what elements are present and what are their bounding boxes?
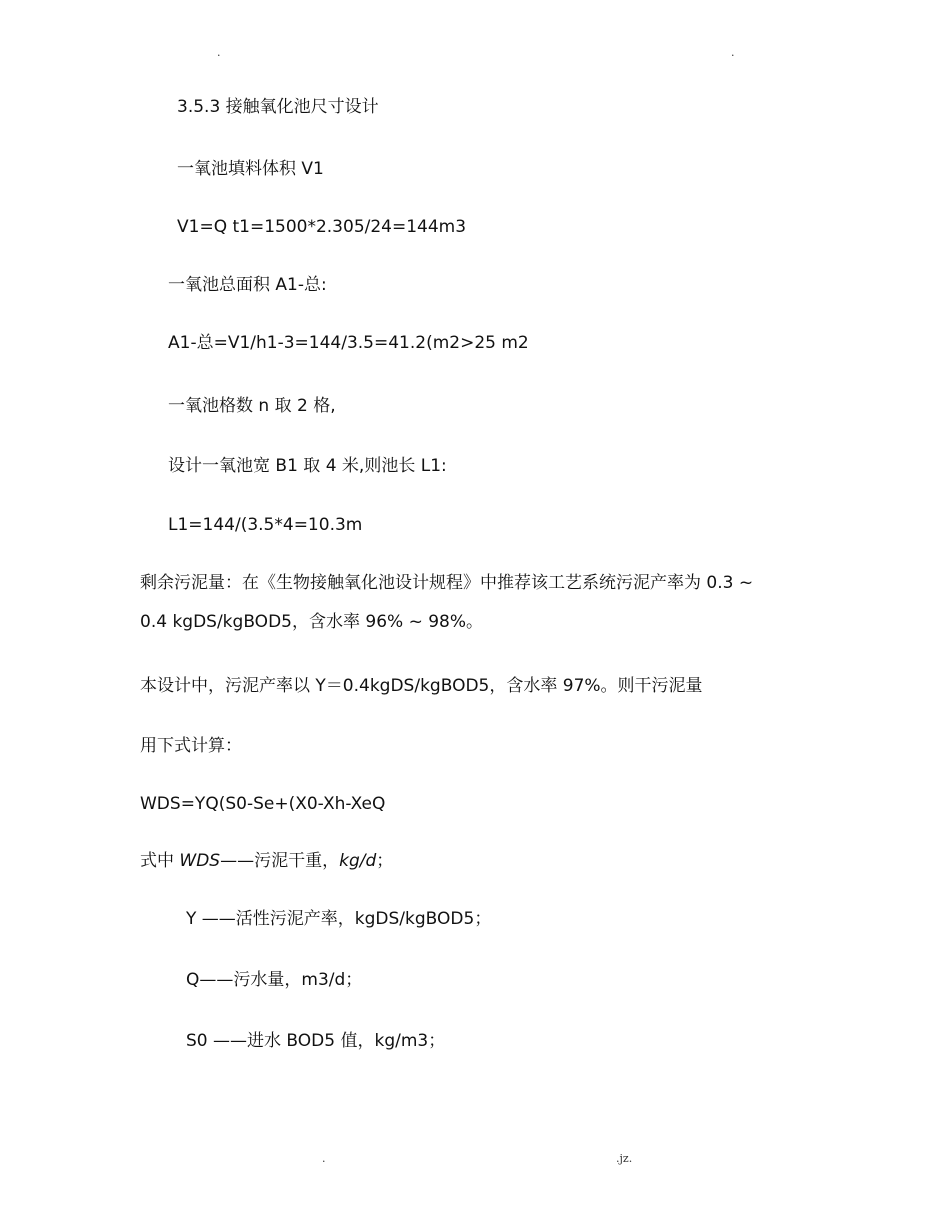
variable-wds: WDS <box>179 851 221 871</box>
text-line: 设计一氧池宽 B1 取 4 米,则池长 L1: <box>168 456 447 476</box>
unit-kg-per-day: kg/d <box>339 851 377 871</box>
section-heading: 3.5.3 接触氧化池尺寸设计 <box>177 97 379 117</box>
header-left-mark: . <box>217 46 221 59</box>
paragraph-line: 剩余污泥量：在《生物接触氧化池设计规程》中推荐该工艺系统污泥产率为 0.3 ~ <box>140 573 754 593</box>
header-right-mark: . <box>731 46 735 59</box>
text-line: 一氧池格数 n 取 2 格, <box>168 396 336 416</box>
definition-line: Q——污水量，m3/d； <box>186 970 363 990</box>
definition-line: Y ——活性污泥产率，kgDS/kgBOD5； <box>186 909 492 929</box>
definition-suffix: ； <box>376 851 394 871</box>
definition-prefix: 式中 <box>140 851 180 871</box>
text-line: 一氧池总面积 A1-总: <box>168 275 327 295</box>
definition-line: S0 ——进水 BOD5 值，kg/m3； <box>186 1031 446 1051</box>
formula-line: L1=144/(3.5*4=10.3m <box>168 515 363 535</box>
definition-text: ——污泥干重， <box>220 851 340 871</box>
definition-line <box>140 849 393 873</box>
text-line: 一氧池填料体积 V1 <box>177 159 324 179</box>
paragraph-line: 用下式计算： <box>140 736 242 756</box>
formula-line: A1-总=V1/h1-3=144/3.5=41.2(m2>25 m2 <box>168 333 529 353</box>
footer-right-mark: .jz. <box>616 1152 633 1165</box>
paragraph-line: 本设计中，污泥产率以 Y＝0.4kgDS/kgBOD5，含水率 97%。则干污泥量 <box>140 676 703 696</box>
paragraph-line: 0.4 kgDS/kgBOD5，含水率 96% ~ 98%。 <box>140 612 483 632</box>
footer-left-mark: . <box>322 1152 326 1165</box>
formula-line: V1=Q t1=1500*2.305/24=144m3 <box>177 217 467 237</box>
formula-line: WDS=YQ(S0-Se+(X0-Xh-XeQ <box>140 794 386 814</box>
